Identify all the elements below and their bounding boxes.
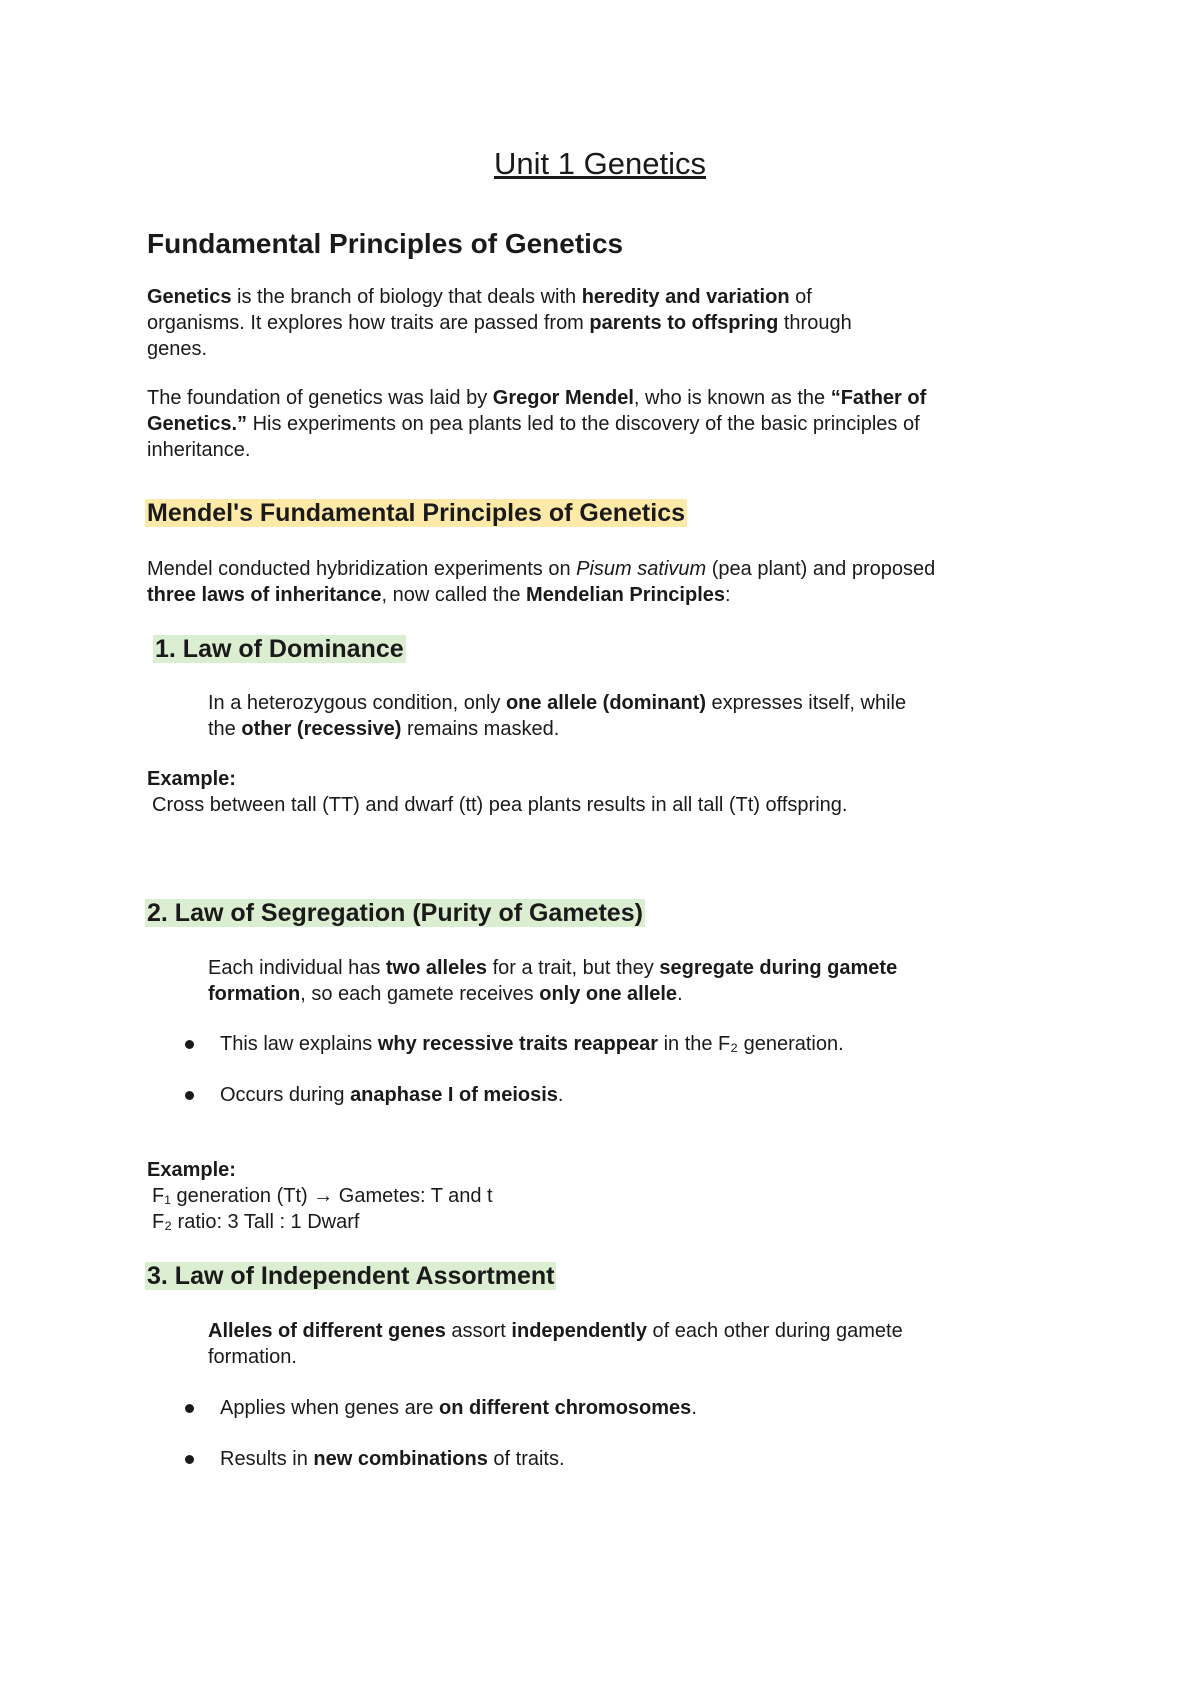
bullet-icon xyxy=(185,1404,194,1413)
bullet-icon xyxy=(185,1040,194,1049)
page-title: Unit 1 Genetics xyxy=(494,146,706,181)
intro-line-3: genes. xyxy=(147,338,208,360)
intro-line-1: Genetics is the branch of biology that deals with heredity and variation of xyxy=(147,286,812,308)
law1-heading: 1. Law of Dominance xyxy=(155,635,404,663)
law3-bullet-2: Results in new combinations of traits. xyxy=(220,1448,565,1470)
law2-bullet-1: This law explains why recessive traits reappear in the F₂ generation. xyxy=(220,1033,844,1055)
law2-example-line-2: F₂ ratio: 3 Tall : 1 Dwarf xyxy=(152,1211,360,1233)
intro-line-2: organisms. It explores how traits are passed from parents to offspring through xyxy=(147,312,852,334)
law3-heading: 3. Law of Independent Assortment xyxy=(147,1262,555,1290)
main-heading: Fundamental Principles of Genetics xyxy=(147,228,624,259)
mendel-section-heading: Mendel's Fundamental Principles of Genetics xyxy=(147,499,686,527)
foundation-line-1: The foundation of genetics was laid by Gregor Mendel, who is known as the “Father of xyxy=(147,387,927,409)
law2-desc-line-1: Each individual has two alleles for a trait, but they segregate during gamete xyxy=(208,957,898,979)
foundation-line-2: Genetics.” His experiments on pea plants led to the discovery of the basic principles of xyxy=(147,413,920,435)
law1-example-label: Example: xyxy=(147,768,236,790)
law1-example-text: Cross between tall (TT) and dwarf (tt) pea plants results in all tall (Tt) offspring. xyxy=(152,794,848,816)
law2-bullet-2: Occurs during anaphase I of meiosis. xyxy=(220,1084,564,1106)
mendel-intro-line-1: Mendel conducted hybridization experiments on Pisum sativum (pea plant) and proposed xyxy=(147,558,936,580)
law1-desc-line-2: the other (recessive) remains masked. xyxy=(208,718,560,740)
bullet-icon xyxy=(185,1455,194,1464)
law2-example-label: Example: xyxy=(147,1159,236,1181)
law3-desc-line-2: formation. xyxy=(208,1346,297,1368)
law2-desc-line-2: formation, so each gamete receives only one allele. xyxy=(208,983,683,1005)
bullet-icon xyxy=(185,1091,194,1100)
law1-desc-line-1: In a heterozygous condition, only one allele (dominant) expresses itself, while xyxy=(208,692,907,714)
law3-bullet-1: Applies when genes are on different chromosomes. xyxy=(220,1397,697,1419)
genetics-term: Genetics xyxy=(147,286,232,308)
law3-desc-line-1: Alleles of different genes assort independently of each other during gamete xyxy=(208,1320,903,1342)
law2-example-line-1: F₁ generation (Tt) → Gametes: T and t xyxy=(152,1185,493,1207)
foundation-line-3: inheritance. xyxy=(147,439,251,461)
mendel-intro-line-2: three laws of inheritance, now called the Mendelian Principles: xyxy=(147,584,731,606)
law2-heading: 2. Law of Segregation (Purity of Gametes) xyxy=(147,899,643,927)
